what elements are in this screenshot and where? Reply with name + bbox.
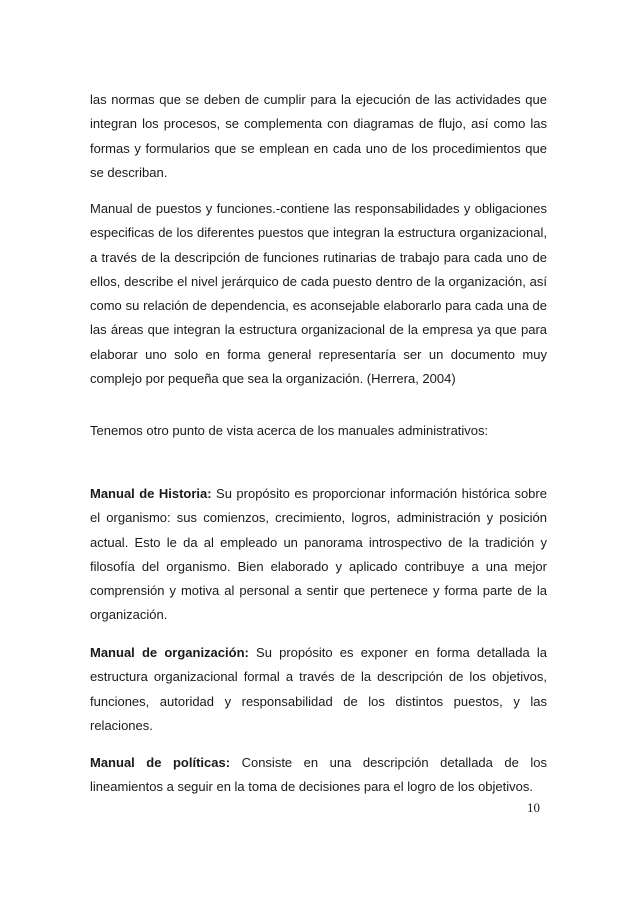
paragraph-text: Su propósito es proporcionar información histórica sobre el organismo: sus comienzos, crecimiento, logros, administración y posición actual. Esto le da al empleado un panorama introspectivo de la tradición y filosofía del organismo. Bien elaborado y aplicado contribuye a una mejor comprensión y motiva al personal a sentir que pertenece y forma parte de la organización. [90,486,547,623]
paragraph-heading: Manual de Historia: [90,486,212,501]
paragraph-text: las normas que se deben de cumplir para la ejecución de las actividades que integran los procesos, se complementa con diagramas de flujo, así como las formas y formularios que se emplean en cada uno de los procedimientos que se describan. [90,92,547,180]
paragraph-text: Manual de puestos y funciones.-contiene las responsabilidades y obligaciones especificas de los diferentes puestos que integran la estructura organizacional, a través de la descripción de funciones rutinarias de trabajo para cada uno de ellos, describe el nivel jerárquico de cada puesto dentro de la organización, así como su relación de dependencia, es aconsejable elaborarlo para cada una de las áreas que integran la estructura organizacional de la empresa ya que para elaborar uno solo en forma general representaría ser un documento muy complejo por pequeña que sea la organización. (Herrera, 2004) [90,201,547,387]
paragraph-manual-historia [90,482,547,628]
paragraph-heading: Manual de políticas: [90,755,231,770]
paragraph-continuation [90,88,547,185]
paragraph-manual-politicas [90,751,547,800]
paragraph-heading: Manual de organización: [90,645,249,660]
paragraph-manual-organizacion [90,641,547,738]
paragraph-text: Tenemos otro punto de vista acerca de los manuales administrativos: [90,423,489,438]
paragraph-text: Consiste en una descripción detallada de los lineamientos a seguir en la toma de decisiones para el logro de los objetivos. [90,755,547,795]
page-number: 10 [527,800,540,815]
paragraph-intro [90,419,547,443]
paragraph-text: Su propósito es exponer en forma detallada la estructura organizacional formal a través de la descripción de los objetivos, funciones, autoridad y responsabilidad de los distintos puestos, y las relaciones. [90,645,548,733]
paragraph-manual-puestos [90,197,547,391]
